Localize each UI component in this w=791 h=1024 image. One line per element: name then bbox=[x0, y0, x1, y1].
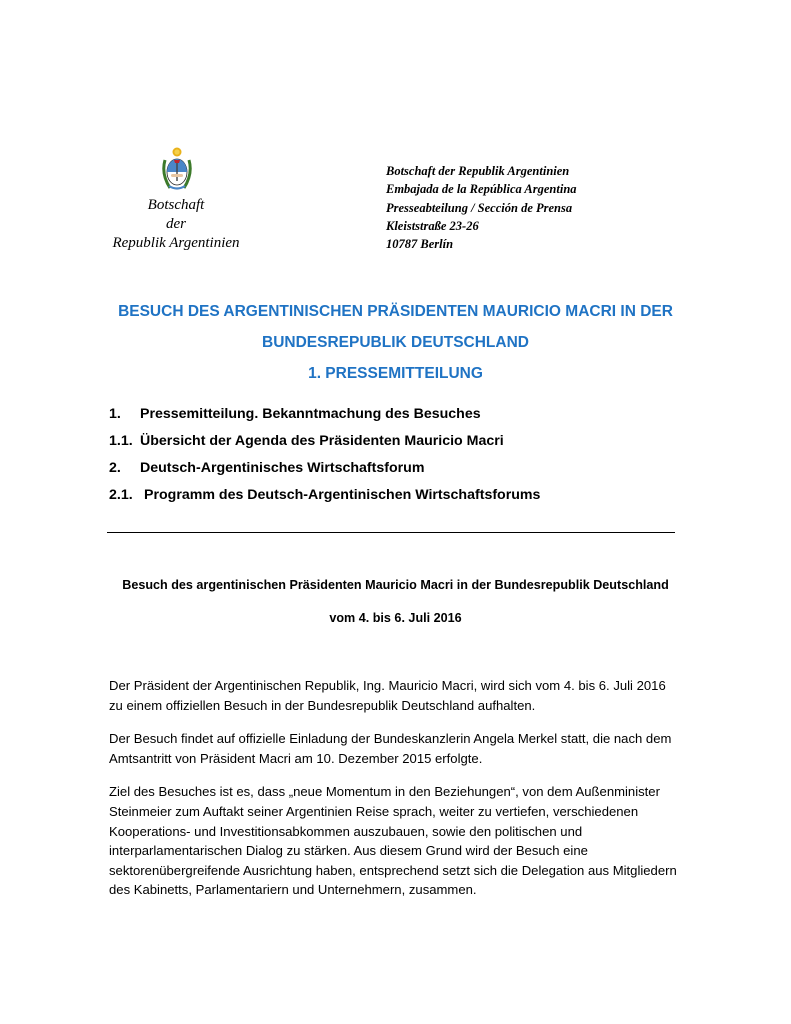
paragraph-line: des Kabinetts, Parlamentariern und Unternehmern, zusammen. bbox=[109, 882, 477, 898]
paragraph-line: Ziel des Besuches ist es, dass „neue Momentum in den Beziehungen“, von dem Außenminister bbox=[109, 784, 660, 800]
contents-item-text: Pressemitteilung. Bekanntmachung des Besuches bbox=[140, 406, 481, 422]
paragraph-line: zu einem offiziellen Besuch in der Bundesrepublik Deutschland aufhalten. bbox=[109, 697, 536, 713]
document-subtitle: 1. PRESSEMITTEILUNG bbox=[308, 365, 483, 382]
body-paragraph bbox=[109, 729, 689, 768]
contents-item-number: 1. bbox=[109, 406, 121, 422]
embassy-name-emblem-text bbox=[96, 196, 256, 253]
coat-of-arms-icon bbox=[160, 146, 194, 192]
address-line: Botschaft der Republik Argentinien bbox=[386, 164, 570, 178]
contents-item bbox=[109, 485, 540, 512]
horizontal-divider bbox=[107, 532, 675, 533]
press-release-body bbox=[109, 676, 689, 914]
contents-list bbox=[109, 404, 540, 512]
document-title bbox=[100, 296, 691, 358]
contents-item-number: 2. bbox=[109, 460, 121, 476]
body-paragraph bbox=[109, 676, 689, 715]
contents-item-text: Deutsch-Argentinisches Wirtschaftsforum bbox=[140, 460, 425, 476]
address-line: Embajada de la República Argentina bbox=[386, 182, 577, 197]
visit-heading: Besuch des argentinischen Präsidenten Mauricio Macri in der Bundesrepublik Deutschland bbox=[122, 578, 669, 592]
contents-item bbox=[109, 431, 540, 458]
contents-item bbox=[109, 404, 540, 431]
emblem-line: Republik Argentinien bbox=[112, 235, 240, 251]
paragraph-line: sektorenübergreifende Ausrichtung haben, entsprechend setzt sich die Delegation aus Mitgliedern bbox=[109, 862, 677, 878]
paragraph-line: Steinmeier zum Auftakt seiner Argentinien Reise sprach, weiter zu vertiefen, verschiedenen bbox=[109, 803, 639, 819]
paragraph-line: interparlamentarischen Dialog zu stärken. Aus diesem Grund wird der Besuch eine bbox=[109, 843, 588, 859]
body-paragraph bbox=[109, 782, 689, 900]
paragraph-line: Kooperations- und Investitionsabkommen auszubauen, sowie den politischen und bbox=[109, 823, 583, 839]
address-line: Kleiststraße 23-26 bbox=[386, 218, 479, 233]
emblem-line: der bbox=[166, 216, 186, 232]
emblem-line: Botschaft bbox=[147, 197, 205, 213]
address-line: 10787 Berlín bbox=[386, 237, 454, 252]
contents-item-number: 1.1. bbox=[109, 433, 133, 449]
title-line-2: BUNDESREPUBLIK DEUTSCHLAND bbox=[262, 334, 529, 351]
contents-item-text: Übersicht der Agenda des Präsidenten Mauricio Macri bbox=[140, 433, 504, 449]
title-line-1: BESUCH DES ARGENTINISCHEN PRÄSIDENTEN MAURICIO MACRI IN DER bbox=[118, 303, 673, 320]
contents-item-number: 2.1. bbox=[109, 487, 133, 503]
visit-date: vom 4. bis 6. Juli 2016 bbox=[329, 611, 462, 625]
address-line: Presseabteilung / Sección de Prensa bbox=[386, 200, 573, 215]
paragraph-line: Der Präsident der Argentinischen Republik, Ing. Mauricio Macri, wird sich vom 4. bis 6. Juli 2016 bbox=[109, 678, 666, 693]
contents-item-text: Programm des Deutsch-Argentinischen Wirtschaftsforums bbox=[144, 487, 541, 503]
paragraph-line: Der Besuch findet auf offizielle Einladung der Bundeskanzlerin Angela Merkel statt, die nach dem bbox=[109, 731, 672, 747]
paragraph-line: Amtsantritt von Präsident Macri am 10. Dezember 2015 erfolgte. bbox=[109, 750, 483, 766]
embassy-address-block bbox=[386, 162, 577, 253]
contents-item bbox=[109, 458, 540, 485]
